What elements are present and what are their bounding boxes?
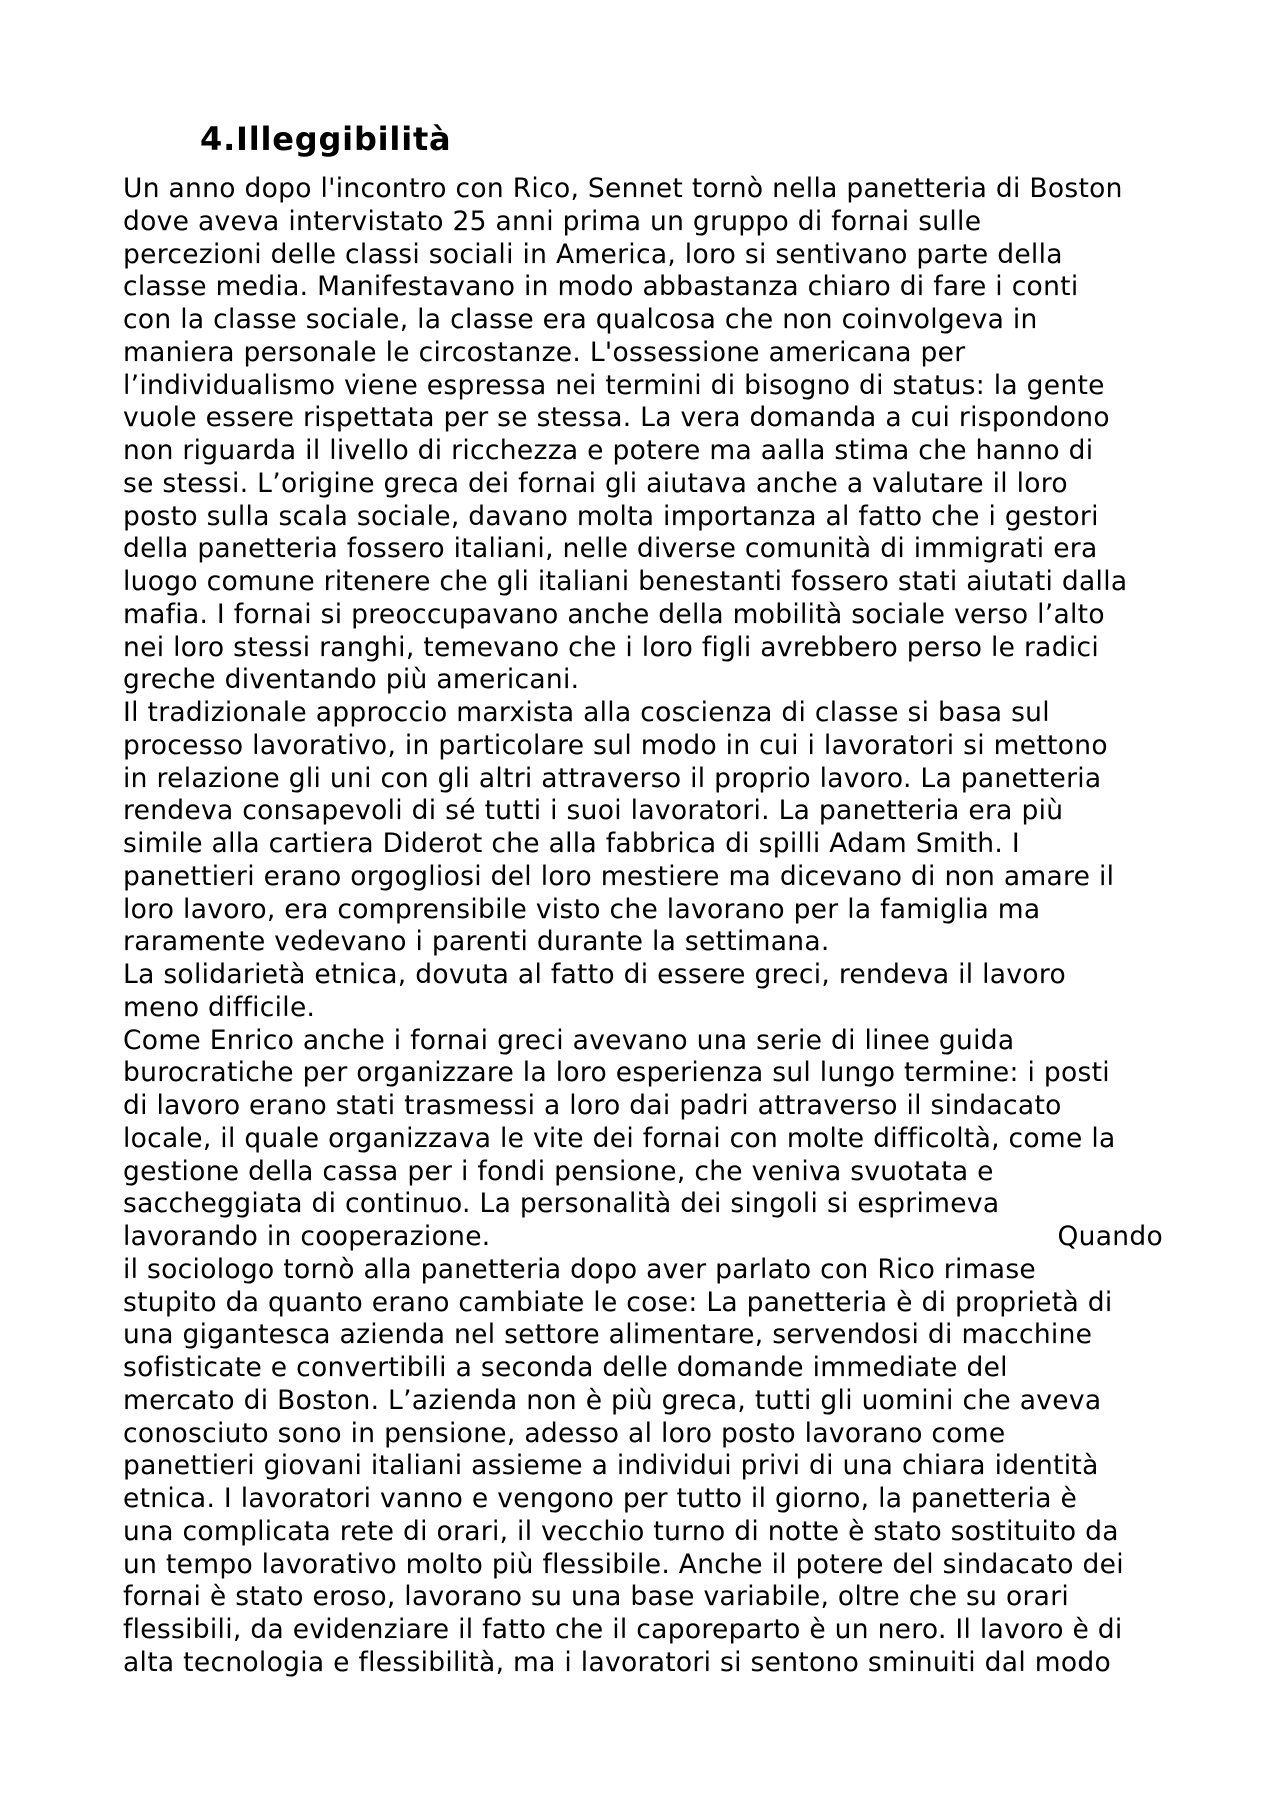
text-line: di lavoro erano stati trasmessi a loro dai padri attraverso il sindacato [123, 1090, 1062, 1121]
text-line: greche diventando più americani. [123, 664, 580, 696]
text-line: con la classe sociale, la classe era qualcosa che non coinvolgeva in [123, 304, 1038, 335]
text-line: conosciuto sono in pensione, adesso al loro posto lavorano come [123, 1417, 1006, 1449]
text-line: simile alla cartiera Diderot che alla fabbrica di spilli Adam Smith. I [123, 828, 1020, 859]
text-line: classe media. Manifestavano in modo abbastanza chiaro di fare i conti [123, 271, 1079, 303]
text-line: Un anno dopo l'incontro con Rico, Sennet tornò nella panetteria di Boston [123, 173, 1123, 204]
text-line: gestione della cassa per i fondi pensione, che veniva svuotata e [123, 1155, 994, 1187]
text-line-split [123, 1221, 1163, 1254]
text-line: La solidarietà etnica, dovuta al fatto di essere greci, rendeva il lavoro [123, 959, 1066, 990]
text-line: mafia. I fornai si preoccupavano anche della mobilità sociale verso l’alto [123, 598, 1105, 630]
text-line: processo lavorativo, in particolare sul modo in cui i lavoratori si mettono [123, 729, 1108, 761]
text-line: flessibili, da evidenziare il fatto che il caporeparto è un nero. Il lavoro è di [123, 1614, 1123, 1645]
text-line: loro lavoro, era comprensibile visto che lavorano per la famiglia ma [123, 893, 1041, 925]
text-line: percezioni delle classi sociali in America, loro si sentivano parte della [123, 238, 1063, 270]
text-line: locale, il quale organizzava le vite dei fornai con molte difficoltà, come la [123, 1122, 1116, 1154]
text-line: luogo comune ritenere che gli italiani benestanti fossero stati aiutati dalla [123, 566, 1128, 597]
text-line: un tempo lavorativo molto più flessibile. Anche il potere del sindacato dei [123, 1548, 1124, 1580]
text-line: meno difficile. [123, 991, 316, 1023]
text-line: raramente vedevano i parenti durante la settimana. [123, 926, 830, 958]
text-line: alta tecnologia e flessibilità, ma i lavoratori si sentono sminuiti dal modo [123, 1646, 1111, 1678]
text-line: saccheggiata di continuo. La personalità dei singoli si esprimeva [123, 1188, 1000, 1220]
text-line: sofisticate e convertibili a seconda delle domande immediate del [123, 1352, 1008, 1383]
text-line: stupito da quanto erano cambiate le cose: La panetteria è di proprietà di [123, 1286, 1113, 1318]
text-line: rendeva consapevoli di sé tutti i suoi lavoratori. La panetteria era più [123, 795, 1064, 827]
text-line-right: Quando [1057, 1221, 1163, 1252]
text-line: una gigantesca azienda nel settore alimentare, servendosi di macchine [123, 1319, 1093, 1351]
text-line: dove aveva intervistato 25 anni prima un gruppo di fornai sulle [123, 205, 982, 237]
text-line-left: lavorando in cooperazione. [123, 1221, 491, 1252]
text-line: vuole essere rispettata per se stessa. La vera domanda a cui rispondono [123, 402, 1110, 434]
text-line: nei loro stessi ranghi, temevano che i loro figli avrebbero perso le radici [123, 631, 1100, 663]
text-line: una complicata rete di orari, il vecchio turno di notte è stato sostituito da [123, 1515, 1119, 1547]
text-line: maniera personale le circostanze. L'ossessione americana per [123, 336, 966, 368]
text-line: non riguarda il livello di ricchezza e potere ma aalla stima che hanno di [123, 435, 1094, 466]
text-line: panettieri giovani italiani assieme a individui privi di una chiara identità [123, 1450, 1099, 1482]
text-line: se stessi. L’origine greca dei fornai gli aiutava anche a valutare il loro [123, 467, 1068, 499]
text-line: etnica. I lavoratori vanno e vengono per tutto il giorno, la panetteria è [123, 1483, 1078, 1514]
text-line: fornai è stato eroso, lavorano su una base variabile, oltre che su orari [123, 1581, 1070, 1613]
text-line: Come Enrico anche i fornai greci avevano una serie di linee guida [123, 1024, 1015, 1056]
text-line: il sociologo tornò alla panetteria dopo aver parlato con Rico rimase [123, 1253, 1037, 1285]
text-line: mercato di Boston. L’azienda non è più greca, tutti gli uomini che aveva [123, 1384, 1102, 1416]
text-line: panettieri erano orgogliosi del loro mestiere ma dicevano di non amare il [123, 860, 1115, 892]
text-line: in relazione gli uni con gli altri attraverso il proprio lavoro. La panetteria [123, 762, 1102, 794]
text-line: l’individualismo viene espressa nei termini di bisogno di status: la gente [123, 369, 1105, 401]
text-line: burocratiche per organizzare la loro esperienza sul lungo termine: i posti [123, 1057, 1110, 1089]
body-text [123, 173, 1163, 1680]
section-title: 4.Illeggibilità [200, 120, 452, 158]
text-line: posto sulla scala sociale, davano molta importanza al fatto che i gestori [123, 500, 1099, 532]
text-line: Il tradizionale approccio marxista alla coscienza di classe si basa sul [123, 697, 1050, 728]
text-line: della panetteria fossero italiani, nelle diverse comunità di immigrati era [123, 533, 1098, 565]
